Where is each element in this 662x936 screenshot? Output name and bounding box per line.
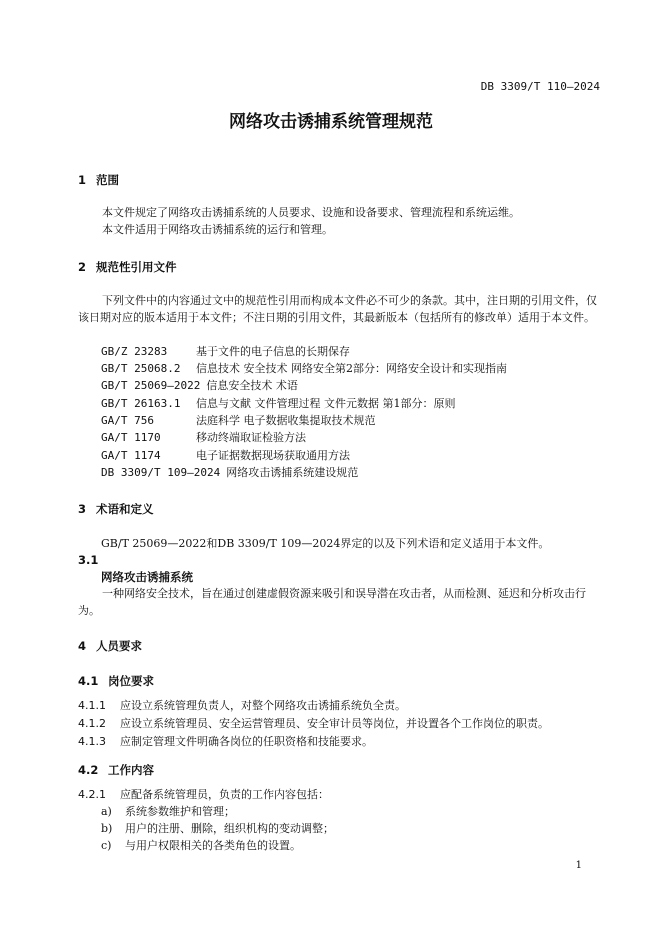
list-item: c) 与用户权限相关的各类角色的设置。 [101, 839, 301, 852]
section-2-intro: 下列文件中的内容通过文中的规范性引用而构成本文件必不可少的条款。其中，注日期的引用文件，仅该日期对应的版本适用于本文件；不注日期的引用文件，其最新版本（包括所有的修改单）适用于本文件。 [78, 294, 597, 324]
term-name: 网络攻击诱捕系统 [101, 570, 193, 584]
reference-row: DB 3309/T 109—2024 网络攻击诱捕系统建设规范 [101, 466, 359, 479]
reference-row: GB/Z 23283 基于文件的电子信息的长期保存 [101, 345, 350, 358]
term-number: 3.1 [78, 553, 99, 567]
section-1-paragraph-1: 本文件规定了网络攻击诱捕系统的人员要求、设施和设备要求、管理流程和系统运维。 [102, 206, 520, 219]
subsection-4-1-heading: 4.1 岗位要求 [78, 674, 154, 688]
section-2-heading: 2 规范性引用文件 [78, 260, 177, 274]
reference-row: GA/T 1170 移动终端取证检验方法 [101, 431, 306, 444]
list-item: b) 用户的注册、删除，组织机构的变动调整； [101, 822, 334, 835]
subsection-4-2-heading: 4.2 工作内容 [78, 763, 154, 777]
clause: 4.1.2 应设立系统管理员、安全运营管理员、安全审计员等岗位，并设置各个工作岗位的职责。 [78, 717, 549, 730]
clause: 4.1.3 应制定管理文件明确各岗位的任职资格和技能要求。 [78, 735, 373, 748]
reference-row: GA/T 1174 电子证据数据现场获取通用方法 [101, 449, 350, 462]
reference-row: GA/T 756 法庭科学 电子数据收集提取技术规范 [101, 414, 376, 427]
term-definition: 一种网络安全技术，旨在通过创建虚假资源来吸引和误导潜在攻击者，从而检测、延迟和分析攻击行为。 [78, 587, 586, 617]
list-item: a) 系统参数维护和管理； [101, 805, 235, 818]
reference-row: GB/T 26163.1 信息与文献 文件管理过程 文件元数据 第1部分：原则 [101, 397, 456, 410]
section-1-heading: 1 范围 [78, 173, 119, 187]
clause: 4.2.1 应配备系统管理员，负责的工作内容包括： [78, 788, 329, 801]
section-3-intro: GB/T 25069—2022和DB 3309/T 109—2024界定的以及下列术语和定义适用于本文件。 [101, 537, 550, 550]
document-code: DB 3309/T 110—2024 [480, 80, 600, 93]
reference-row: GB/T 25069—2022 信息安全技术 术语 [101, 379, 298, 392]
section-1-paragraph-2: 本文件适用于网络攻击诱捕系统的运行和管理。 [102, 223, 333, 236]
section-4-heading: 4 人员要求 [78, 639, 142, 653]
reference-row: GB/T 25068.2 信息技术 安全技术 网络安全第2部分：网络安全设计和实现指南 [101, 362, 507, 375]
page-title: 网络攻击诱捕系统管理规范 [229, 112, 433, 132]
section-3-heading: 3 术语和定义 [78, 502, 154, 516]
page-number: 1 [575, 860, 582, 871]
clause: 4.1.1 应设立系统管理负责人，对整个网络攻击诱捕系统负全责。 [78, 699, 406, 712]
